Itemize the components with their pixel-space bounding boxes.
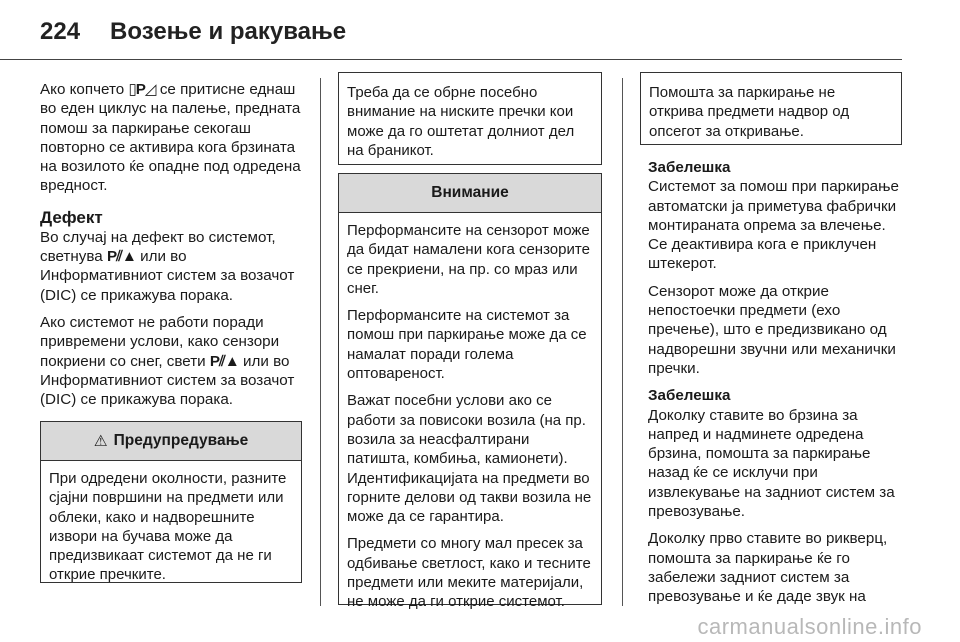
page-title: Возење и ракување: [110, 18, 347, 45]
column-2-top-box: [338, 72, 602, 165]
watermark: carmanualsonline.info: [697, 614, 922, 639]
caution-paragraph-3: Важат посебни услови ако се работи за повисоки возила (на пр. возила за неасфалтирани патишта, комбиња, камионети). Идентификацијата на предмети во горните делови од такви возила не може да се гарантира.: [347, 392, 592, 526]
caution-paragraph-2: Перформансите на системот за помош при паркирање може да се намалат поради голема оптовареност.: [347, 307, 587, 383]
column-divider-1: [320, 78, 321, 606]
warning-triangle-icon: ⚠: [93, 432, 108, 450]
caution-paragraph-4: Предмети со многу мал пресек за одбивање светлост, како и тесните предмети или меките материјали, не може да ги открие системот.: [347, 535, 591, 611]
caution-box-body: [339, 213, 601, 624]
note-2-text: Доколку ставите во брзина за напред и надминете одредена брзина, помошта за паркирање назад ќе се исклучи при извлекување на задниот систем за превозување.: [648, 406, 895, 521]
warning-text: При одредени околности, разните сјајни површини на предмети или облеки, како и надворешните извори на бучава може да предизвикаат системот да не ги открие пречките.: [49, 470, 287, 584]
column-3-paragraph-3: Доколку прво ставите во рикверц, помошта за паркирање ќе го забележи задниот систем за превозување и ќе даде звук на: [648, 530, 888, 606]
page-number: 224: [40, 18, 81, 45]
column-3: [648, 158, 902, 615]
column-3-top-text-wrap: [641, 73, 901, 153]
page-header: [40, 18, 346, 50]
parking-assist-warning-icon: P⫽▲: [106, 248, 136, 266]
fault-paragraph-1: Во случај на дефект во системот, светнува P⫽▲ или во Информативниот систем за возачот (DIC) се прикажува порака.: [40, 228, 295, 304]
note-2-title: Забелешка: [648, 387, 731, 405]
parking-sensor-button-icon: ▯P◿: [128, 81, 156, 98]
fault-paragraph-2: Ако системот не работи поради привремени услови, како сензори покриени со снег, свети P⫽▲ или во Информативниот систем за возачот (DIC) се прикажува порака.: [40, 313, 295, 409]
header-rule: [0, 59, 902, 60]
intro-paragraph: Ако копчето ▯P◿ се притисне еднаш во еден циклус на палење, предната помош за паркирање секогаш повторно се активира кога брзината на возилото ќе опадне под одредена вредност.: [40, 81, 301, 195]
note-1-title: Забелешка: [648, 159, 731, 176]
caution-paragraph-1: Перформансите на сензорот може да бидат намалени кога сензорите се прекриени, на пр. со мраз или снег.: [347, 222, 590, 297]
warning-box: [40, 421, 302, 583]
parking-assist-warning-icon: P⫽▲: [209, 352, 239, 370]
caution-box: [338, 173, 602, 611]
column-2-top-text: Треба да се обрне посебно внимание на ниските пречки кои може да го оштетат долниот дел на браникот.: [347, 84, 575, 159]
column-3-top-text: Помошта за паркирање не открива предмети надвор од опсегот за откривање.: [649, 84, 850, 140]
caution-box-title: Внимание: [431, 184, 509, 201]
column-3-top-box: [640, 72, 902, 145]
caution-box-header: [339, 174, 601, 213]
column-divider-2: [622, 78, 623, 606]
warning-box-body: [41, 461, 301, 597]
warning-box-header: [41, 422, 301, 461]
column-2-top-text-wrap: [339, 73, 601, 172]
column-1: [40, 80, 302, 445]
column-3-paragraph-2: Сензорот може да открие непостоечки предмети (ехо пречење), што е предизвикано од надворешни звучни или механички пречки.: [648, 282, 896, 377]
warning-box-title: Предупредување: [113, 432, 249, 449]
note-1-text: Системот за помош при паркирање автоматски ја приметува фабрички монтираната опрема за влечење. Се деактивира кога е приклучен штекерот.: [648, 178, 899, 273]
fault-heading: Дефект: [40, 207, 103, 227]
